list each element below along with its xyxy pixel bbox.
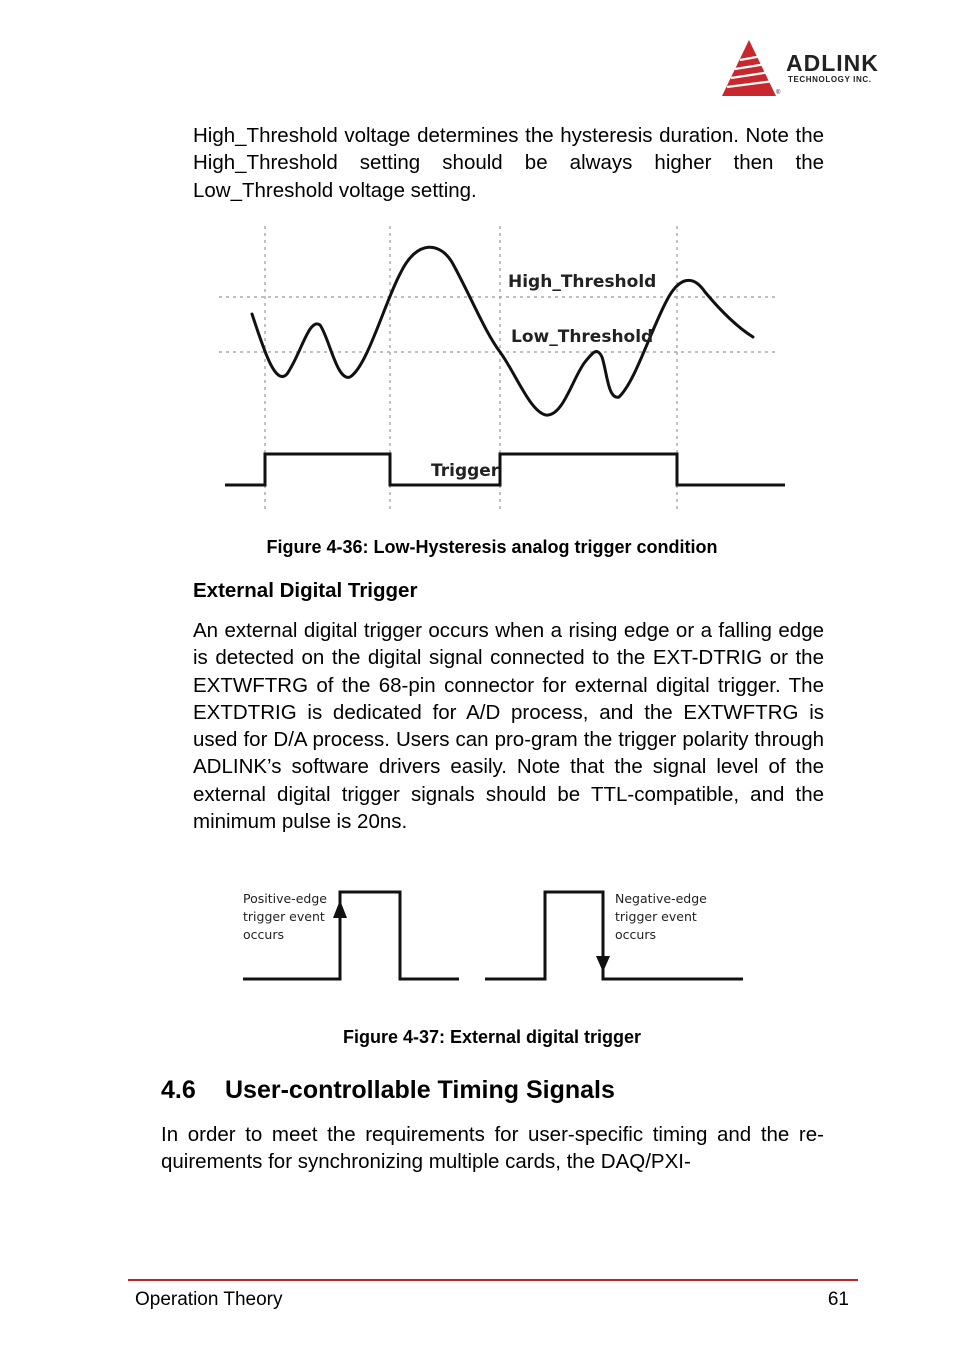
negative-edge-label-2: trigger event [615,909,697,924]
logo-subtitle: TECHNOLOGY INC. [788,75,872,84]
positive-edge-label-3: occurs [243,927,284,942]
analog-waveform [252,247,753,415]
high-threshold-label: High_Threshold [508,272,657,292]
lead-paragraph: High_Threshold voltage determines the hysteresis duration. Note the High_Threshold setting should be always higher then the Low_Threshold voltage setting. [193,124,824,202]
trigger-label: Trigger [431,461,500,481]
footer-chapter-title: Operation Theory [135,1289,283,1310]
section-heading [161,1076,615,1105]
low-threshold-label: Low_Threshold [511,327,654,347]
footer-rule [128,1279,858,1281]
adlink-triangle-icon [722,38,782,100]
down-arrow-icon [596,956,610,972]
negative-edge-label-1: Negative-edge [615,891,707,906]
hysteresis-trigger-diagram [205,222,790,514]
digital-trigger-diagram [235,882,747,1000]
logo-wordmark: ADLINK [786,50,879,76]
section-number: 4.6 [161,1076,196,1104]
figure-4-36-caption: Figure 4-36: Low-Hysteresis analog trigger condition [266,537,718,557]
positive-edge-label-1: Positive-edge [243,891,327,906]
logo-registered-mark: ® [776,90,781,96]
positive-edge-label-2: trigger event [243,909,325,924]
adlink-logo [722,38,912,100]
figure-4-37-caption: Figure 4-37: External digital trigger [342,1027,642,1047]
section-title: User-controllable Timing Signals [225,1076,615,1104]
negative-edge-label-3: occurs [615,927,656,942]
external-digital-trigger-heading: External Digital Trigger [193,579,418,602]
page-number: 61 [827,1289,849,1310]
section-paragraph: In order to meet the requirements for user-specific timing and the re-quirements for synchronizing multiple cards, the DAQ/PXI- [161,1123,824,1174]
trigger-signal [225,454,785,485]
external-trigger-paragraph: An external digital trigger occurs when a rising edge or a falling edge is detected on the digital signal connected to the EXT-DTRIG or the EXTWFTRG of the 68-pin connector for external digital trigger. The EXTDTRIG is dedicated for A/D process, and the EXTWFTRG is used for D/A process. Users can pro-gram the trigger polarity through ADLINK’s software drivers easily. Note that the signal level of the external digital trigger signals should be TTL-compatible, and the minimum pulse is 20ns. [193,619,824,834]
up-arrow-icon [333,900,347,918]
